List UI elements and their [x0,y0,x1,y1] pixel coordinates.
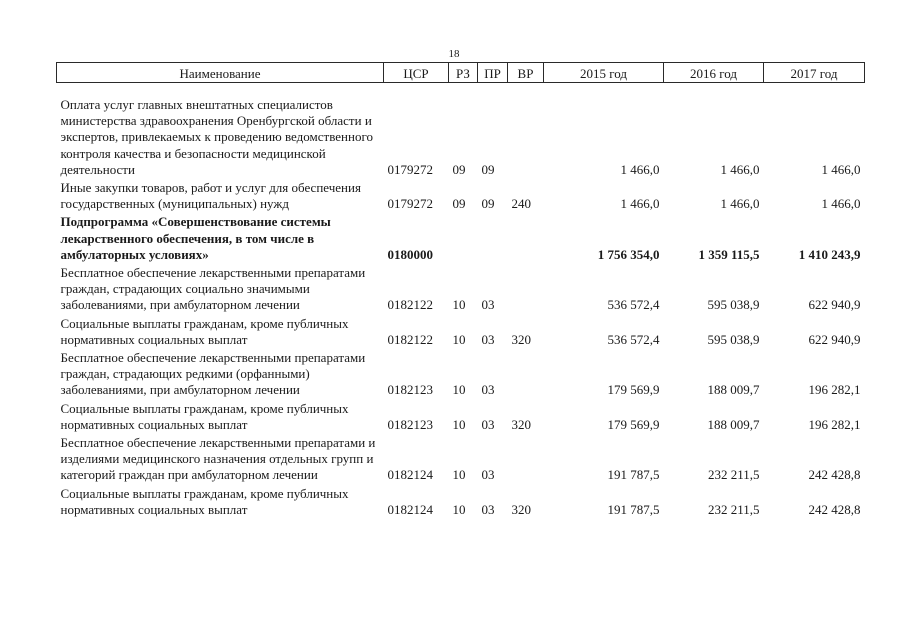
cell-2017: 622 940,9 [808,331,861,347]
cell-rz: 10 [452,416,466,432]
table-row [57,180,865,214]
table-row [57,486,865,520]
cell-pr: 03 [481,501,495,517]
cell-name: Бесплатное обеспечение лекарственными препаратами граждан, страдающих редкими (орфанными) заболеваниями, при амбулаторном лечении [60,350,366,398]
table-row [57,401,865,435]
cell-2016: 232 211,5 [707,501,760,517]
cell-pr: 03 [481,297,495,313]
table-row [57,350,865,401]
cell-2016: 1 466,0 [720,196,760,212]
table-row [57,214,865,265]
cell-pr: 09 [481,161,495,177]
header-pr: ПР [478,63,508,83]
cell-2017: 242 428,8 [808,501,861,517]
header-2015: 2015 год [544,63,664,83]
header-name: Наименование [57,63,384,83]
cell-name: Оплата услуг главных внештатных специалистов министерства здравоохранения Оренбургской области и экспертов, привлекаемых к проведению ведомственного контроля качества и безопасности медицинской деятельности [60,97,373,177]
page-number: 18 [448,48,460,60]
cell-vr: 320 [511,331,531,347]
cell-2015: 179 569,9 [607,416,660,432]
cell-csr: 0182123 [387,416,433,432]
cell-2016: 1 466,0 [720,161,760,177]
table-row [57,83,865,181]
cell-pr: 03 [481,416,495,432]
cell-2015: 536 572,4 [607,331,660,347]
cell-pr: 09 [481,196,495,212]
table-row [57,316,865,350]
cell-rz: 09 [452,196,466,212]
cell-csr: 0179272 [387,161,433,177]
cell-csr: 0182122 [387,331,433,347]
cell-csr: 0182123 [387,382,433,398]
table-header-row [57,63,865,83]
cell-2016: 595 038,9 [707,297,760,313]
cell-name: Социальные выплаты гражданам, кроме публичных нормативных социальных выплат [60,400,349,432]
cell-2015: 1 756 354,0 [597,246,660,262]
header-2016: 2016 год [664,63,764,83]
cell-2015: 536 572,4 [607,297,660,313]
cell-pr [478,214,508,265]
cell-name: Социальные выплаты гражданам, кроме публичных нормативных социальных выплат [60,315,349,347]
cell-2015: 191 787,5 [607,467,660,483]
cell-2015: 191 787,5 [607,501,660,517]
cell-2017: 242 428,8 [808,467,861,483]
header-rz: РЗ [449,63,478,83]
cell-2017: 1 466,0 [821,196,861,212]
cell-name: Подпрограмма «Совершенствование системы лекарственного обеспечения, в том числе в амбулаторных условиях» [60,214,331,262]
header-csr: ЦСР [384,63,449,83]
cell-vr [508,214,544,265]
cell-2015: 1 466,0 [620,161,660,177]
cell-pr: 03 [481,331,495,347]
table-row [57,435,865,486]
cell-vr: 320 [511,416,531,432]
cell-2016: 1 359 115,5 [698,246,760,262]
cell-csr: 0179272 [387,196,433,212]
cell-vr: 240 [511,196,531,212]
cell-2016: 232 211,5 [707,467,760,483]
budget-table [56,62,865,520]
header-vr: ВР [508,63,544,83]
cell-2017: 1 410 243,9 [798,246,861,262]
cell-rz: 10 [452,297,466,313]
cell-name: Социальные выплаты гражданам, кроме публичных нормативных социальных выплат [60,485,349,517]
cell-pr: 03 [481,467,495,483]
cell-rz: 10 [452,501,466,517]
cell-2016: 188 009,7 [707,382,760,398]
cell-name: Иные закупки товаров, работ и услуг для обеспечения государственных (муниципальных) нужд [60,180,361,212]
cell-csr: 0182124 [387,501,433,517]
cell-rz: 10 [452,331,466,347]
cell-rz: 10 [452,467,466,483]
cell-pr: 03 [481,382,495,398]
table-row [57,265,865,316]
cell-rz: 09 [452,161,466,177]
cell-2017: 196 282,1 [808,382,861,398]
cell-2015: 179 569,9 [607,382,660,398]
cell-vr [508,265,544,316]
cell-csr: 0180000 [387,246,433,262]
cell-rz: 10 [452,382,466,398]
table-body [57,83,865,521]
cell-csr: 0182122 [387,297,433,313]
cell-vr: 320 [511,501,531,517]
cell-2015: 1 466,0 [620,196,660,212]
header-2017: 2017 год [764,63,865,83]
cell-vr [508,350,544,401]
cell-2017: 622 940,9 [808,297,861,313]
cell-rz [449,214,478,265]
cell-name: Бесплатное обеспечение лекарственными препаратами граждан, страдающих социально значимыми заболеваниями, при амбулаторном лечении [60,265,366,313]
cell-2017: 196 282,1 [808,416,861,432]
cell-2016: 595 038,9 [707,331,760,347]
cell-vr [508,435,544,486]
cell-2017: 1 466,0 [821,161,861,177]
cell-csr: 0182124 [387,467,433,483]
cell-2016: 188 009,7 [707,416,760,432]
cell-name: Бесплатное обеспечение лекарственными препаратами и изделиями медицинского назначения отдельных групп и категорий граждан при амбулаторном лечении [60,435,376,483]
cell-vr [508,83,544,181]
